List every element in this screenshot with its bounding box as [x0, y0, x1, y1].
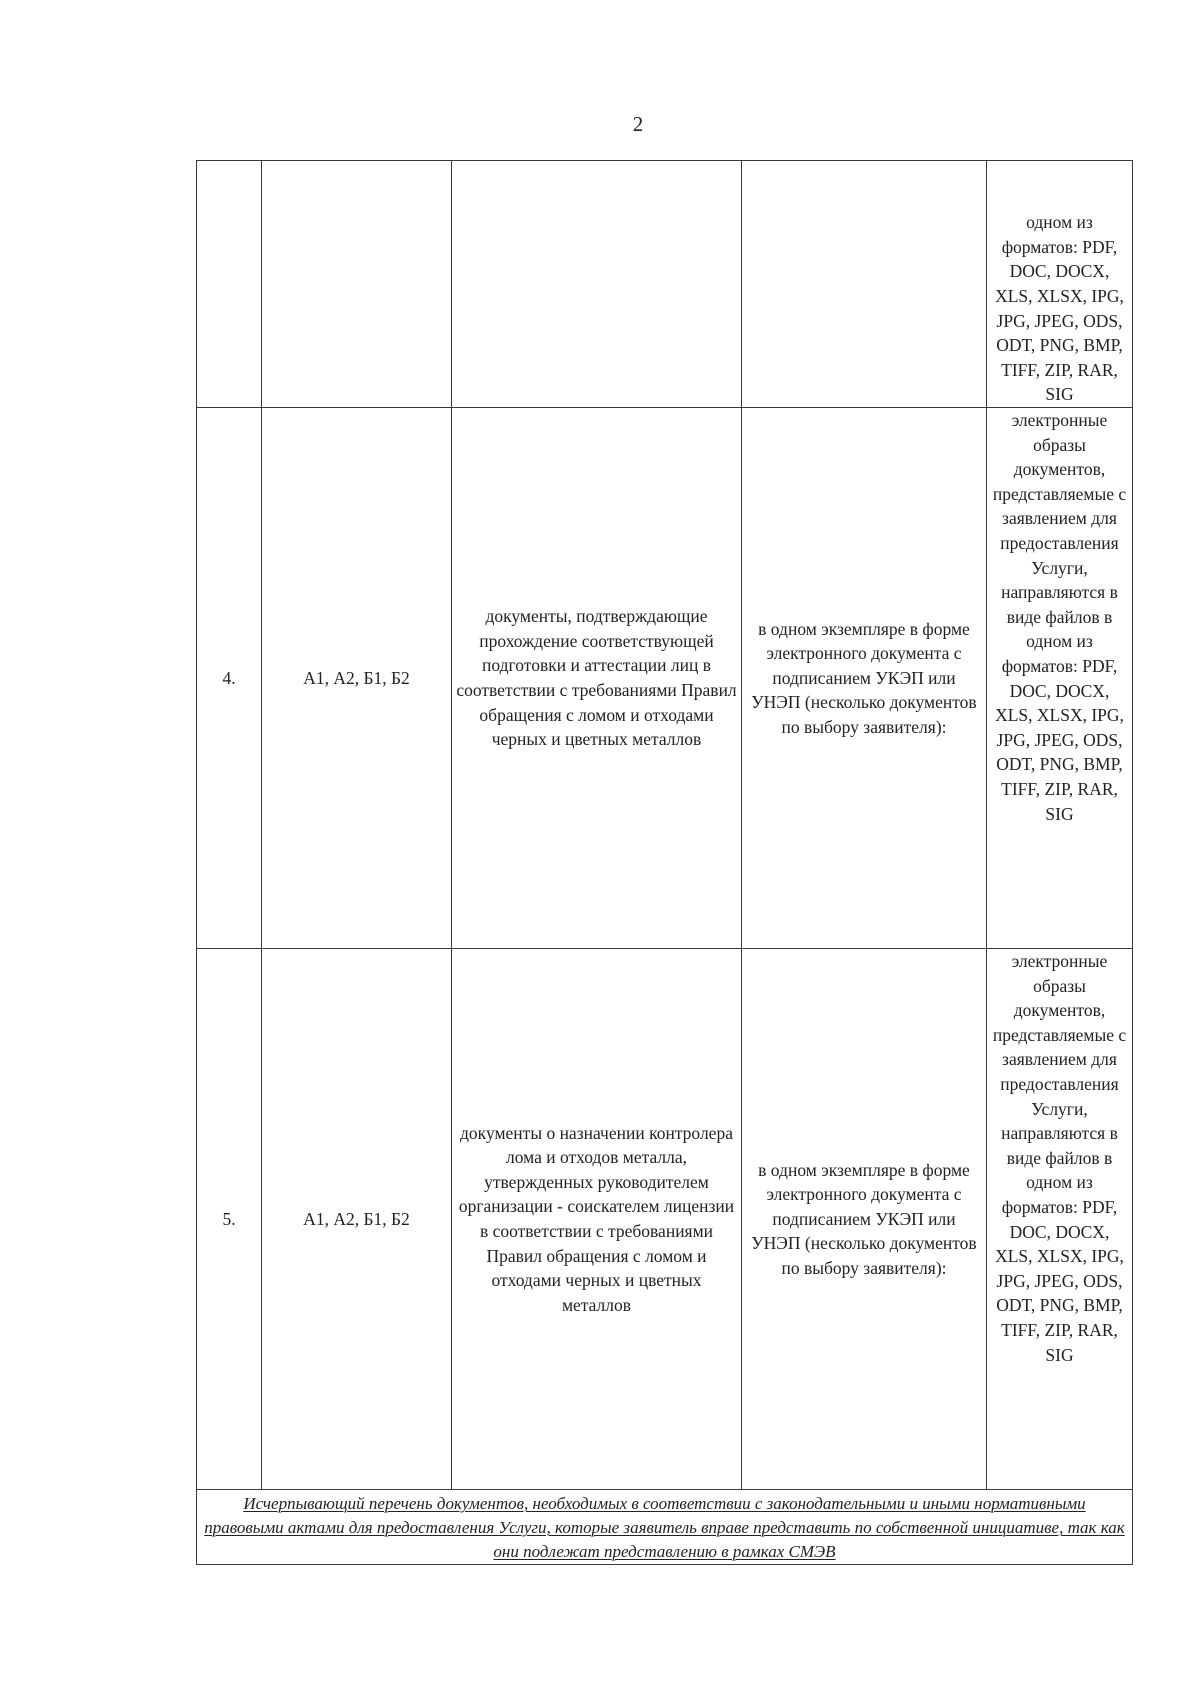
requirement-cell: в одном экземпляре в форме электронного документа с подписанием УКЭП или УНЭП (несколько документов по выбору заявителя):	[742, 408, 987, 949]
table-row	[197, 161, 1133, 408]
table-footer-row	[197, 1490, 1133, 1565]
formats-cell: одном из форматов: PDF, DOC, DOCX, XLS, XLSX, IPG, JPG, JPEG, ODS, ODT, PNG, BMP, TIFF, ZIP, RAR, SIG	[987, 161, 1133, 408]
table-row	[197, 949, 1133, 1490]
documents-table	[196, 160, 1133, 1565]
document-cell: документы, подтверждающие прохождение соответствующей подготовки и аттестации лиц в соответствии с требованиями Правил обращения с ломом и отходами черных и цветных металлов	[452, 408, 742, 949]
formats-cell: электронные образы документов, представляемые с заявлением для предоставления Услуги, направляются в виде файлов в одном из форматов: PDF, DOC, DOCX, XLS, XLSX, IPG, JPG, JPEG, ODS, ODT, PNG, BMP, TIFF, ZIP, RAR, SIG	[987, 949, 1133, 1490]
document-cell: документы о назначении контролера лома и отходов металла, утвержденных руководителем организации - соискателем лицензии в соответствии с требованиями Правил обращения с ломом и отходами черных и цветных металлов	[452, 949, 742, 1490]
categories-cell: А1, А2, Б1, Б2	[262, 949, 452, 1490]
formats-cell: электронные образы документов, представляемые с заявлением для предоставления Услуги, направляются в виде файлов в одном из форматов: PDF, DOC, DOCX, XLS, XLSX, IPG, JPG, JPEG, ODS, ODT, PNG, BMP, TIFF, ZIP, RAR, SIG	[987, 408, 1133, 949]
footer-note: Исчерпывающий перечень документов, необходимых в соответствии с законодательными и иными нормативными правовыми актами для предоставления Услуги, которые заявитель вправе представить по собственной инициативе, так как они подлежат представлению в рамках СМЭВ	[204, 1494, 1125, 1561]
document-cell	[452, 161, 742, 408]
categories-cell	[262, 161, 452, 408]
requirement-cell	[742, 161, 987, 408]
requirement-cell: в одном экземпляре в форме электронного документа с подписанием УКЭП или УНЭП (несколько документов по выбору заявителя):	[742, 949, 987, 1490]
table-row	[197, 408, 1133, 949]
page-number: 2	[632, 112, 644, 136]
footer-cell	[197, 1490, 1133, 1565]
row-number	[197, 161, 262, 408]
categories-cell: А1, А2, Б1, Б2	[262, 408, 452, 949]
row-number: 5.	[197, 949, 262, 1490]
row-number: 4.	[197, 408, 262, 949]
